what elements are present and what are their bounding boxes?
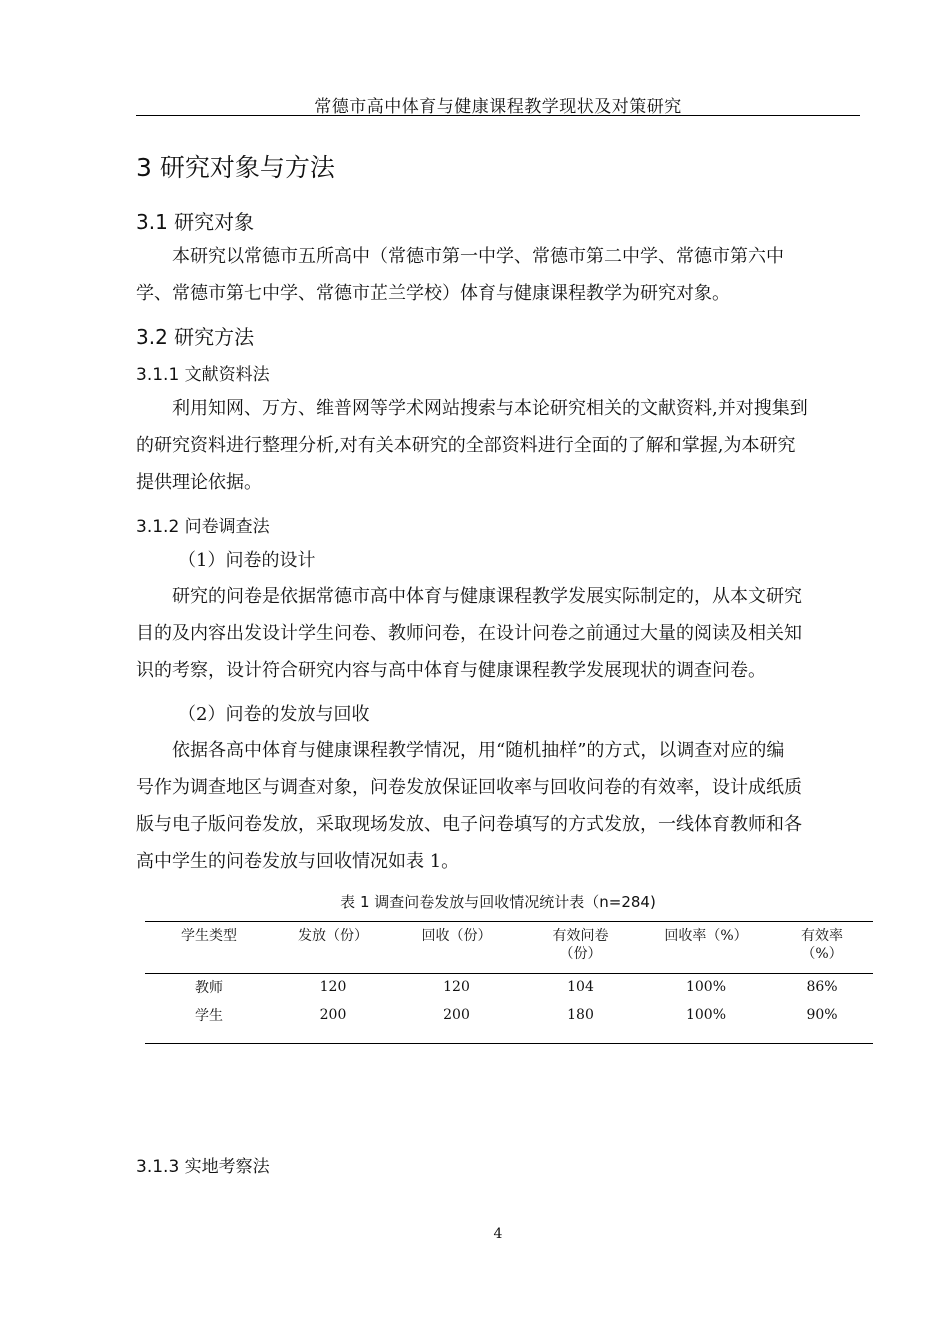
item-2-heading: （2）问卷的发放与回收	[178, 704, 370, 725]
table-cell: 教师	[195, 980, 223, 996]
table-cell: 100%	[685, 1007, 727, 1023]
paragraph-line: 提供理论依据。	[136, 472, 262, 493]
running-header: 常德市高中体育与健康课程教学现状及对策研究	[314, 97, 682, 117]
survey-statistics-table	[145, 925, 873, 1029]
paragraph-line: 本研究以常德市五所高中（常德市第一中学、常德市第二中学、常德市第六中	[172, 246, 784, 267]
table-cell: 120	[443, 979, 470, 995]
table-cell: 104	[567, 979, 594, 995]
paragraph-line: 研究的问卷是依据常德市高中体育与健康课程教学发展实际制定的，从本文研究	[172, 586, 802, 607]
table-cell: 200	[319, 1007, 347, 1023]
column-header: 回收率（%）	[664, 928, 748, 944]
table-cell: 学生	[195, 1008, 223, 1024]
column-header: 发放（份）	[298, 928, 368, 944]
column-header: 学生类型	[181, 928, 237, 944]
paragraph-line: 版与电子版问卷发放，采取现场发放、电子问卷填写的方式发放，一线体育教师和各	[136, 814, 802, 835]
paragraph-line: 识的考察，设计符合研究内容与高中体育与健康课程教学发展现状的调查问卷。	[136, 660, 766, 681]
section-3-heading: 3 研究对象与方法	[136, 153, 335, 182]
item-1-heading: （1）问卷的设计	[178, 550, 316, 571]
paragraph-line: 目的及内容出发设计学生问卷、教师问卷，在设计问卷之前通过大量的阅读及相关知	[136, 623, 802, 644]
table-cell: 200	[443, 1007, 470, 1023]
table-row	[145, 1001, 873, 1029]
section-3-1-1-heading: 3.1.1 文献资料法	[136, 365, 270, 385]
paragraph-line: 利用知网、万方、维普网等学术网站搜索与本论研究相关的文献资料,并对搜集到	[172, 398, 808, 419]
table-bottom-rule	[145, 1043, 873, 1044]
paragraph-line: 高中学生的问卷发放与回收情况如表 1。	[136, 851, 460, 872]
table-cell: 86%	[806, 979, 838, 995]
table-row	[145, 973, 873, 1001]
page-number: 4	[493, 1226, 503, 1242]
paragraph-line: 依据各高中体育与健康课程教学情况，用“随机抽样”的方式，以调查对应的编	[172, 740, 785, 761]
table-top-rule	[145, 921, 873, 922]
section-3-1-3-heading: 3.1.3 实地考察法	[136, 1157, 270, 1177]
column-header: 有效率 （%）	[801, 928, 843, 962]
section-3-1-1-paragraph	[136, 390, 860, 501]
section-3-1-heading: 3.1 研究对象	[136, 210, 255, 234]
section-3-1-paragraph	[136, 238, 860, 312]
table-cell: 100%	[685, 979, 727, 995]
column-header: 有效问卷 （份）	[552, 928, 609, 962]
table-header-row	[145, 925, 873, 973]
section-3-1-2-heading: 3.1.2 问卷调查法	[136, 517, 270, 537]
table-caption: 表 1 调查问卷发放与回收情况统计表（n=284)	[340, 893, 656, 911]
section-3-2-heading: 3.2 研究方法	[136, 325, 255, 349]
item-1-paragraph	[136, 578, 860, 689]
table-cell: 180	[567, 1007, 594, 1023]
column-header: 回收（份）	[421, 928, 492, 944]
item-2-paragraph	[136, 732, 860, 880]
paragraph-line: 号作为调查地区与调查对象，问卷发放保证回收率与回收问卷的有效率，设计成纸质	[136, 777, 802, 798]
table-cell: 90%	[806, 1007, 838, 1023]
table-cell: 120	[319, 979, 347, 995]
paragraph-line: 学、常德市第七中学、常德市芷兰学校）体育与健康课程教学为研究对象。	[136, 283, 730, 304]
paragraph-line: 的研究资料进行整理分析,对有关本研究的全部资料进行全面的了解和掌握,为本研究	[136, 435, 796, 456]
header-rule	[136, 115, 860, 116]
